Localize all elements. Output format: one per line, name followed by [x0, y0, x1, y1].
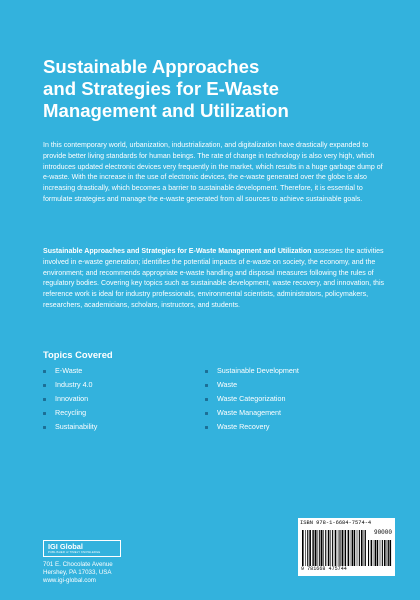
- topic-label: Waste Categorization: [217, 394, 286, 403]
- topic-label: Waste: [217, 380, 238, 389]
- barcode-stripe: [335, 530, 337, 566]
- barcode-stripe: [302, 530, 304, 566]
- bullet-icon: [43, 384, 46, 387]
- topic-label: Waste Management: [217, 408, 282, 417]
- barcode-stripe: [371, 540, 373, 566]
- barcode-stripe: [309, 530, 311, 566]
- barcode-stripe: [315, 530, 317, 566]
- topic-item: [43, 364, 97, 378]
- publisher-website: www.igi-global.com: [43, 577, 96, 585]
- barcode-stripe: [330, 530, 331, 566]
- title-line-1: Sustainable Approaches: [43, 56, 260, 77]
- bullet-icon: [43, 412, 46, 415]
- barcode-stripe: [387, 540, 388, 566]
- book-title: [43, 56, 383, 121]
- bullet-icon: [43, 398, 46, 401]
- publisher-name: IGI Global: [48, 541, 83, 551]
- barcode-stripe: [365, 530, 366, 566]
- price-barcode-bars: [368, 540, 392, 566]
- barcode-digits: 9 781668 475744: [301, 566, 347, 572]
- barcode-stripe: [377, 540, 379, 566]
- barcode-stripe: [307, 530, 308, 566]
- barcode-stripe: [344, 530, 345, 566]
- price-code: 90000: [373, 529, 392, 536]
- barcode-stripe: [345, 530, 346, 566]
- barcode-stripe: [352, 530, 353, 566]
- barcode-stripe: [390, 540, 392, 566]
- barcode-stripe: [305, 530, 306, 566]
- barcode-stripe: [368, 540, 369, 566]
- barcode-stripe: [348, 530, 350, 566]
- barcode-stripe: [339, 530, 340, 566]
- topic-item: [205, 406, 299, 420]
- barcode-stripe: [328, 530, 330, 566]
- bullet-icon: [205, 384, 208, 387]
- topic-label: E-Waste: [55, 366, 83, 375]
- barcode-stripe: [359, 530, 360, 566]
- topic-item: [43, 378, 97, 392]
- barcode-stripe: [321, 530, 323, 566]
- topic-item: [43, 420, 97, 434]
- barcode-stripe: [313, 530, 314, 566]
- bullet-icon: [205, 412, 208, 415]
- barcode-stripe: [380, 540, 381, 566]
- isbn-barcode: [298, 518, 395, 576]
- description-book-title: Sustainable Approaches and Strategies for E-Waste Management and Utilization: [43, 248, 312, 255]
- topic-item: [205, 420, 299, 434]
- bullet-icon: [205, 370, 208, 373]
- topics-list-left: [43, 364, 97, 434]
- barcode-stripe: [312, 530, 313, 566]
- barcode-stripe: [342, 530, 344, 566]
- topic-label: Industry 4.0: [55, 380, 93, 389]
- barcode-stripe: [388, 540, 389, 566]
- description-text: assesses the activities involved in e-waste generation; identifies the potential impacts of e-waste on society, the economy, and the environment; and recommends appropriate e-waste handling and disposal measures following the rules of regulatory bodies. Covering key topics such as sustainable development, waste recovery, and innovation, this reference work is ideal for industry professionals, environmental scientists, administrators, policymakers, researchers, academicians, scholars, instructors, and students.: [43, 248, 385, 309]
- topic-item: [205, 378, 299, 392]
- bullet-icon: [43, 370, 46, 373]
- topic-label: Recycling: [55, 408, 87, 417]
- topic-label: Sustainable Development: [217, 366, 299, 375]
- bullet-icon: [43, 426, 46, 429]
- bullet-icon: [205, 398, 208, 401]
- barcode-stripe: [354, 530, 356, 566]
- address-line-1: 701 E. Chocolate Avenue: [43, 561, 113, 568]
- topic-label: Innovation: [55, 394, 89, 403]
- barcode-stripe: [361, 530, 363, 566]
- publisher-address: [43, 561, 113, 586]
- barcode-bars: [302, 530, 366, 566]
- topic-label: Waste Recovery: [217, 422, 270, 431]
- barcode-stripe: [325, 530, 326, 566]
- topic-label: Sustainability: [55, 422, 98, 431]
- title-line-2: and Strategies for E-Waste: [43, 77, 279, 99]
- topic-item: [205, 364, 299, 378]
- barcode-stripe: [374, 540, 375, 566]
- barcode-stripe: [384, 540, 386, 566]
- topic-item: [205, 392, 299, 406]
- barcode-stripe: [319, 530, 320, 566]
- publisher-logo: [43, 540, 121, 557]
- barcode-stripe: [323, 530, 324, 566]
- topics-list-right: [205, 364, 299, 434]
- barcode-stripe: [338, 530, 339, 566]
- intro-paragraph: In this contemporary world, urbanization, industrialization, and digitalization have drastically expanded to provide better living standards for human beings. The rate of change in technology is also very high, which introduces updated electronic devices very frequently in the market, which results in a huge garbage dump of e-waste. With the increase in the use of electronic devices, the e-waste generated over the globe is also increasing drastically, which becomes a barrier to sustainable development. Therefore, it is essential to formulate strategies and manage the e-waste generated from all sources to achieve sustainable goals.: [43, 142, 383, 203]
- title-line-3: Management and Utilization: [43, 99, 289, 121]
- isbn-text: ISBN 978-1-6684-7574-4: [300, 520, 372, 526]
- address-line-2: Hershey, PA 17033, USA: [43, 569, 112, 577]
- bullet-icon: [205, 426, 208, 429]
- barcode-stripe: [382, 540, 383, 566]
- topic-item: [43, 406, 97, 420]
- topic-item: [43, 392, 97, 406]
- barcode-stripe: [357, 530, 358, 566]
- topics-heading: Topics Covered: [43, 349, 113, 360]
- barcode-stripe: [375, 540, 376, 566]
- barcode-stripe: [351, 530, 352, 566]
- barcode-stripe: [332, 530, 333, 566]
- publisher-tagline: PUBLISHER of TIMELY KNOWLEDGE: [48, 550, 101, 554]
- description-paragraph: [43, 247, 385, 312]
- barcode-stripe: [364, 530, 365, 566]
- barcode-stripe: [318, 530, 319, 566]
